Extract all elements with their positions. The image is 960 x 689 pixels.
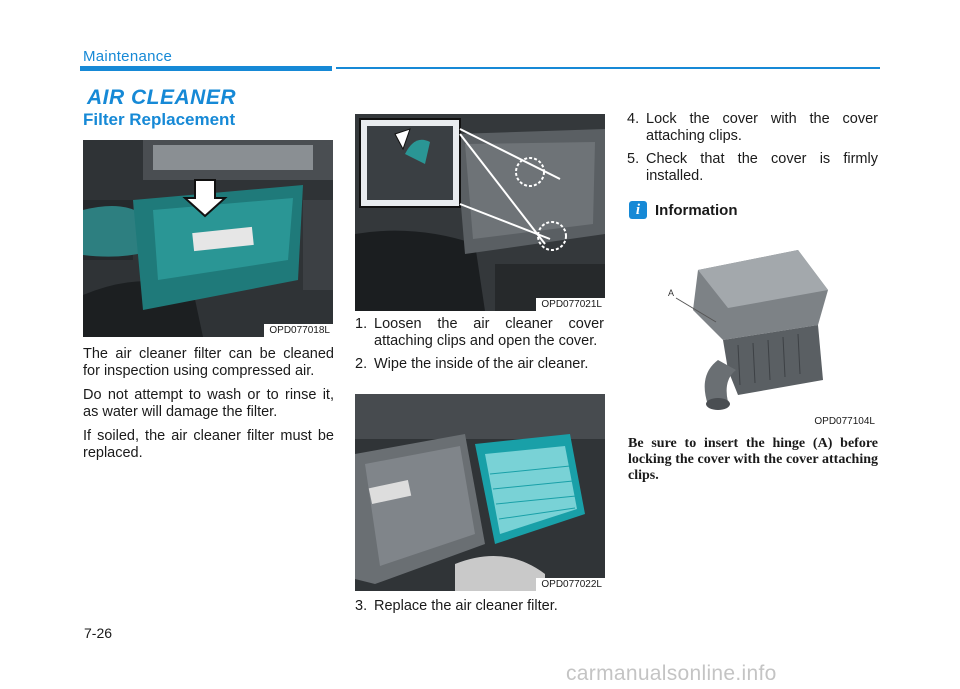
step-text: Lock the cover with the cover attaching clips. [646, 111, 878, 144]
header-rule-thin [336, 67, 880, 69]
intro-paragraph: If soiled, the air cleaner filter must be replaced. [83, 428, 334, 461]
step-item [627, 111, 878, 145]
information-text: Be sure to insert the hinge (A) before locking the cover with the cover attaching clips. [628, 436, 878, 483]
figure-cover-clips [355, 114, 605, 311]
step-item [627, 151, 878, 185]
figure-code: OPD077104L [809, 415, 878, 428]
step-number: 3. [355, 598, 368, 614]
figure-air-cleaner-assembly [628, 230, 878, 428]
section-label: Maintenance [83, 48, 173, 65]
steps-list-a [355, 316, 604, 379]
information-title: Information [655, 202, 738, 219]
figure-code: OPD077021L [536, 298, 605, 311]
intro-paragraph: Do not attempt to wash or to rinse it, as water will damage the filter. [83, 387, 334, 420]
figure-air-cleaner-cover [83, 140, 333, 337]
figure-code: OPD077022L [536, 578, 605, 591]
step-text: Check that the cover is firmly installed. [646, 151, 878, 184]
step-text: Replace the air cleaner filter. [374, 598, 558, 614]
callout-a-label: A [668, 288, 675, 298]
step-number: 5. [627, 151, 640, 167]
section-subtitle: Filter Replacement [83, 110, 236, 129]
steps-list-b [355, 598, 604, 621]
intro-paragraph: The air cleaner filter can be cleaned for inspection using compressed air. [83, 346, 334, 379]
intro-text [83, 346, 334, 469]
step-item [355, 598, 604, 615]
steps-list-c [627, 111, 878, 191]
air-cleaner-cover-illustration [83, 140, 333, 337]
info-icon: i [629, 201, 647, 219]
cover-clips-illustration [355, 114, 605, 311]
figure-code: OPD077018L [264, 324, 333, 337]
step-text: Wipe the inside of the air cleaner. [374, 356, 589, 372]
page-title: AIR CLEANER [87, 86, 237, 109]
step-item [355, 316, 604, 350]
step-number: 1. [355, 316, 368, 332]
header-rule-thick [80, 66, 332, 71]
watermark: carmanualsonline.info [566, 662, 777, 685]
step-number: 4. [627, 111, 640, 127]
air-cleaner-assembly-illustration [628, 230, 878, 428]
step-text: Loosen the air cleaner cover attaching clips and open the cover. [374, 316, 604, 349]
step-number: 2. [355, 356, 368, 372]
figure-filter-replace [355, 394, 605, 591]
step-item [355, 356, 604, 373]
page-number: 7-26 [84, 625, 113, 641]
filter-replace-illustration [355, 394, 605, 591]
